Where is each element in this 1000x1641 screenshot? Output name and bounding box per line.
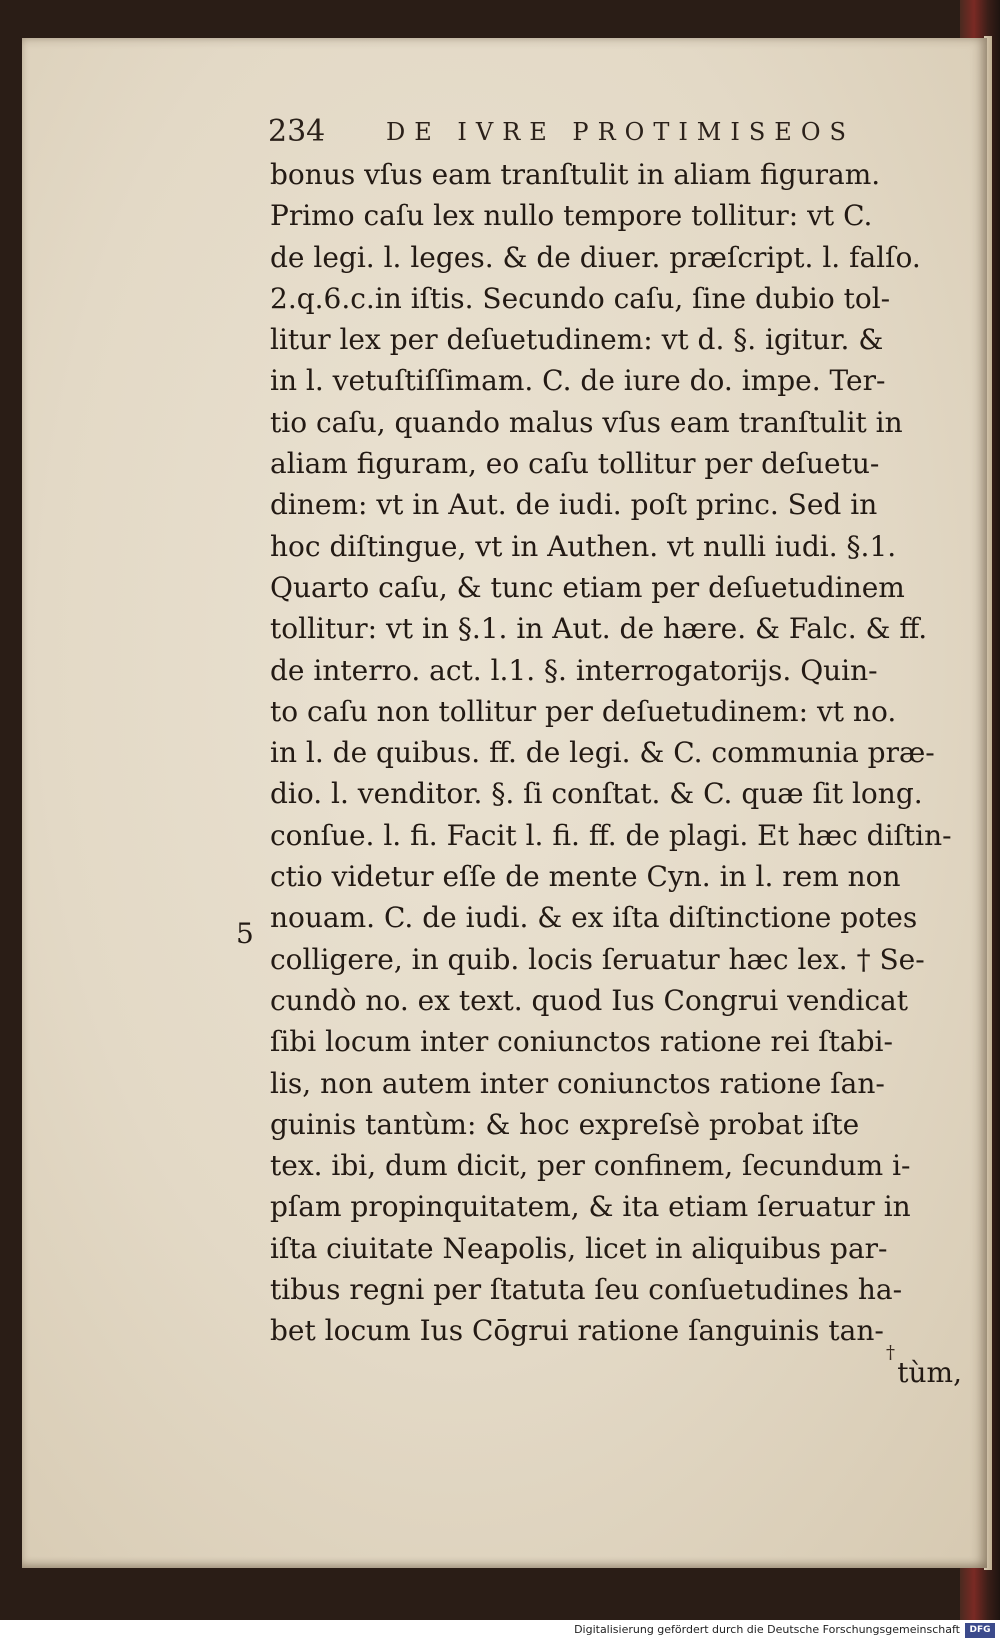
text-block <box>270 154 970 1393</box>
text-line: tibus regni per ſtatuta ſeu conſuetudines ha- <box>270 1273 903 1307</box>
text-line: ſibi locum inter coniunctos ratione rei ſtabi- <box>270 1025 893 1059</box>
text-line: cundò no. ex text. quod Ius Congrui vendicat <box>270 983 908 1017</box>
text-line: 2.q.6.c.in iſtis. Secundo caſu, ſine dubio tol- <box>270 281 891 315</box>
text-line: dio. l. venditor. §. ſi conſtat. & C. quæ ſit long. <box>270 777 923 811</box>
page-number: 234 <box>268 114 326 149</box>
text-line: aliam figuram, eo caſu tollitur per deſuetu- <box>270 447 880 481</box>
text-line: ctio videtur eſſe de mente Cyn. in l. rem non <box>270 860 901 894</box>
text-line: bet locum Ius Cōgrui ratione ſanguinis tan- <box>270 1314 884 1348</box>
text-line: tex. ibi, dum dicit, per confinem, ſecundum i- <box>270 1149 911 1183</box>
text-line: in l. vetuſtiſſimam. C. de iure do. impe. Ter- <box>270 364 886 398</box>
footer-bar <box>0 1620 1000 1641</box>
text-line: guinis tantùm: & hoc expreſsè probat iſte <box>270 1107 860 1141</box>
text-line: bonus vſus eam tranſtulit in aliam figuram. <box>270 158 881 191</box>
text-line: hoc diſtingue, vt in Authen. vt nulli iudi. §.1. <box>270 529 897 563</box>
text-line: iſta ciuitate Neapolis, licet in aliquibus par- <box>270 1231 888 1265</box>
text-line: de interro. act. l.1. §. interrogatorijs. Quin- <box>270 653 878 687</box>
text-line: de legi. l. leges. & de diuer. præſcript. l. falſo. <box>270 240 921 274</box>
text-line: Quarto caſu, & tunc etiam per deſuetudinem <box>270 570 905 604</box>
text-line: in l. de quibus. ff. de legi. & C. communia præ- <box>270 736 935 770</box>
text-line-catchword: tùm, <box>897 1355 962 1389</box>
text-line: lis, non autem inter coniunctos ratione ſan- <box>270 1066 885 1100</box>
text-line: conſue. l. fi. Facit l. fi. ff. de plagi. Et hæc diſtin- <box>270 818 952 852</box>
text-line: tio caſu, quando malus vſus eam tranſtulit in <box>270 405 903 439</box>
text-line: to caſu non tollitur per deſuetudinem: vt no. <box>270 694 897 728</box>
margin-number: 5 <box>236 917 254 950</box>
footer-credit: Digitalisierung gefördert durch die Deutsche Forschungsgemeinschaft <box>574 1623 960 1636</box>
text-line: nouam. C. de iudi. & ex iſta diſtinctione potes <box>270 901 918 935</box>
text-line: Primo caſu lex nullo tempore tollitur: vt C. <box>270 199 873 233</box>
running-head-title: DE IVRE PROTIMISEOS <box>386 118 855 146</box>
dfg-logo-icon: DFG <box>965 1623 995 1638</box>
text-line: colligere, in quib. locis ſeruatur hæc lex. † Se- <box>270 942 925 976</box>
running-head <box>268 112 908 152</box>
text-line: tollitur: vt in §.1. in Aut. de hære. & Falc. & ff. <box>270 612 928 646</box>
text-line: litur lex per deſuetudinem: vt d. §. igitur. & <box>270 323 884 357</box>
text-line: dinem: vt in Aut. de iudi. poſt princ. Sed in <box>270 488 878 522</box>
dagger-mark: † <box>886 1342 895 1363</box>
text-line: pſam propinquitatem, & ita etiam ſeruatur in <box>270 1190 911 1224</box>
